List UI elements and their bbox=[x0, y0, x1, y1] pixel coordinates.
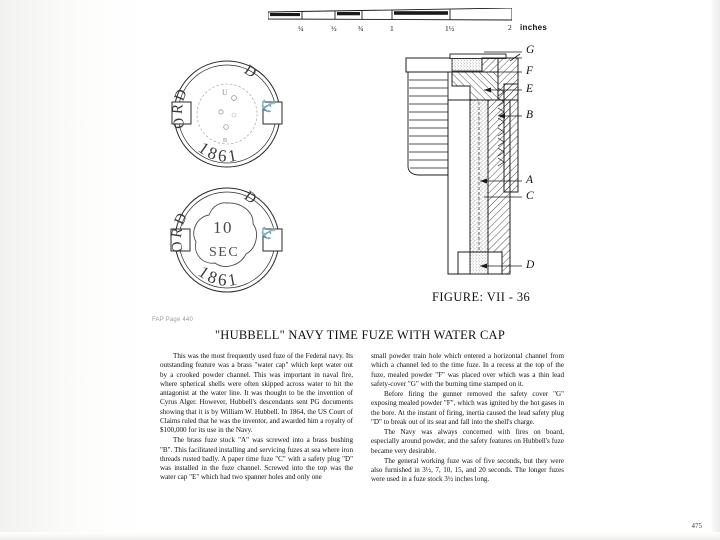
svg-text:D: D bbox=[241, 188, 261, 209]
page-number: 475 bbox=[691, 522, 702, 530]
figure-caption: FIGURE: VII - 36 bbox=[432, 290, 531, 304]
svg-text:⚓: ⚓ bbox=[258, 221, 280, 243]
fuze-cross-section-drawing bbox=[392, 42, 572, 290]
callout-label-f: F bbox=[526, 65, 534, 77]
text-column-right bbox=[371, 352, 564, 522]
callout-label-g: G bbox=[526, 44, 535, 56]
margin-note: FAP Page 440 bbox=[152, 317, 193, 323]
paragraph: The Navy was always concerned with fires on board, especially around powder, and the safety features on Hubbell's fuze became very desirable. bbox=[371, 428, 564, 455]
svg-text:n: n bbox=[223, 135, 227, 144]
ruler-tick-one-half: 1½ bbox=[445, 24, 455, 33]
scale-ruler bbox=[268, 8, 548, 42]
paragraph: This was the most frequently used fuze of the Federal navy. Its outstanding feature was a brass "water cap" which kept water out by a crooked powder channel. This was important in naval fire, where spherical shells were often skipped across water to hit the antagonist at the water line. It was thought to be the invention of Cyrus Alger. However, Hubbell's descendants sent PG documents showing that it is by William W. Hubbell. In 1864, the US Court of Claims ruled that he was the inventor, and awarded him a royalty of $100,000 for its use in the Navy. bbox=[160, 352, 353, 434]
paragraph: Before firing the gunner removed the safety cover "G" exposing mealed powder "F", which was ignited by the hot gases in the bore. At the instant of firing, inertia caused the lead safety plug "D" to break out of its seat and fall into the shell's charge. bbox=[371, 390, 564, 426]
fuze-timing-unit: SEC bbox=[209, 245, 240, 260]
scale-ruler-bar bbox=[268, 8, 512, 21]
text-column-left bbox=[160, 352, 353, 522]
article-body bbox=[160, 352, 564, 522]
fuze-timing-value: 10 bbox=[213, 218, 233, 237]
page-bottom-shading bbox=[0, 532, 720, 540]
svg-text:⚓: ⚓ bbox=[258, 94, 280, 116]
page-right-shading bbox=[710, 0, 720, 540]
ruler-tick-two: 2 bbox=[508, 23, 512, 32]
svg-text:D: D bbox=[241, 62, 261, 83]
svg-text:ORD: ORD bbox=[168, 208, 192, 254]
callout-label-b: B bbox=[526, 109, 534, 121]
callout-label-a: A bbox=[526, 174, 534, 186]
svg-text:1861: 1861 bbox=[194, 138, 242, 166]
fuze-head-top-view bbox=[168, 52, 286, 176]
ruler-tick-half: ½ bbox=[331, 24, 337, 33]
ruler-tick-three-quarter: ¾ bbox=[358, 24, 364, 33]
svg-text:1861: 1861 bbox=[194, 262, 242, 290]
callout-label-c: C bbox=[526, 190, 534, 202]
paragraph: small powder train hole which entered a horizontal channel from which a channel led to the time fuze. In a recess at the top of the fuze, mealed powder "F" was placed over which was a thin lead safety-cover "G" with the burning time stamped on it. bbox=[371, 352, 564, 388]
paragraph: The brass fuze stock "A" was screwed into a brass bushing "B". This facilitated installing and servicing fuzes at sea where iron threads rusted badly. A paper time fuze "C" with a safety plug "D" was installed in the fuze channel. Screwed into the top was the water cap "E" which had two spanner holes and only one bbox=[160, 436, 353, 482]
svg-text:U: U bbox=[222, 88, 228, 97]
ruler-tick-one: 1 bbox=[390, 24, 394, 33]
fuze-head-timed-view bbox=[168, 184, 286, 296]
callout-label-e: E bbox=[526, 83, 534, 95]
page-left-shading bbox=[0, 0, 148, 540]
ruler-tick-quarter: ¼ bbox=[298, 24, 304, 33]
page-title: "HUBBELL" NAVY TIME FUZE WITH WATER CAP bbox=[214, 328, 506, 342]
svg-text:ORD: ORD bbox=[169, 84, 192, 131]
callout-label-d: D bbox=[526, 259, 535, 271]
ruler-unit-label: inches bbox=[520, 23, 548, 32]
paragraph: The general working fuze was of five seconds, but they were also furnished in 3½, 7, 10, 15, and 20 seconds. The longer fuzes were used in a fuze stock 3½ inches long. bbox=[371, 456, 564, 484]
